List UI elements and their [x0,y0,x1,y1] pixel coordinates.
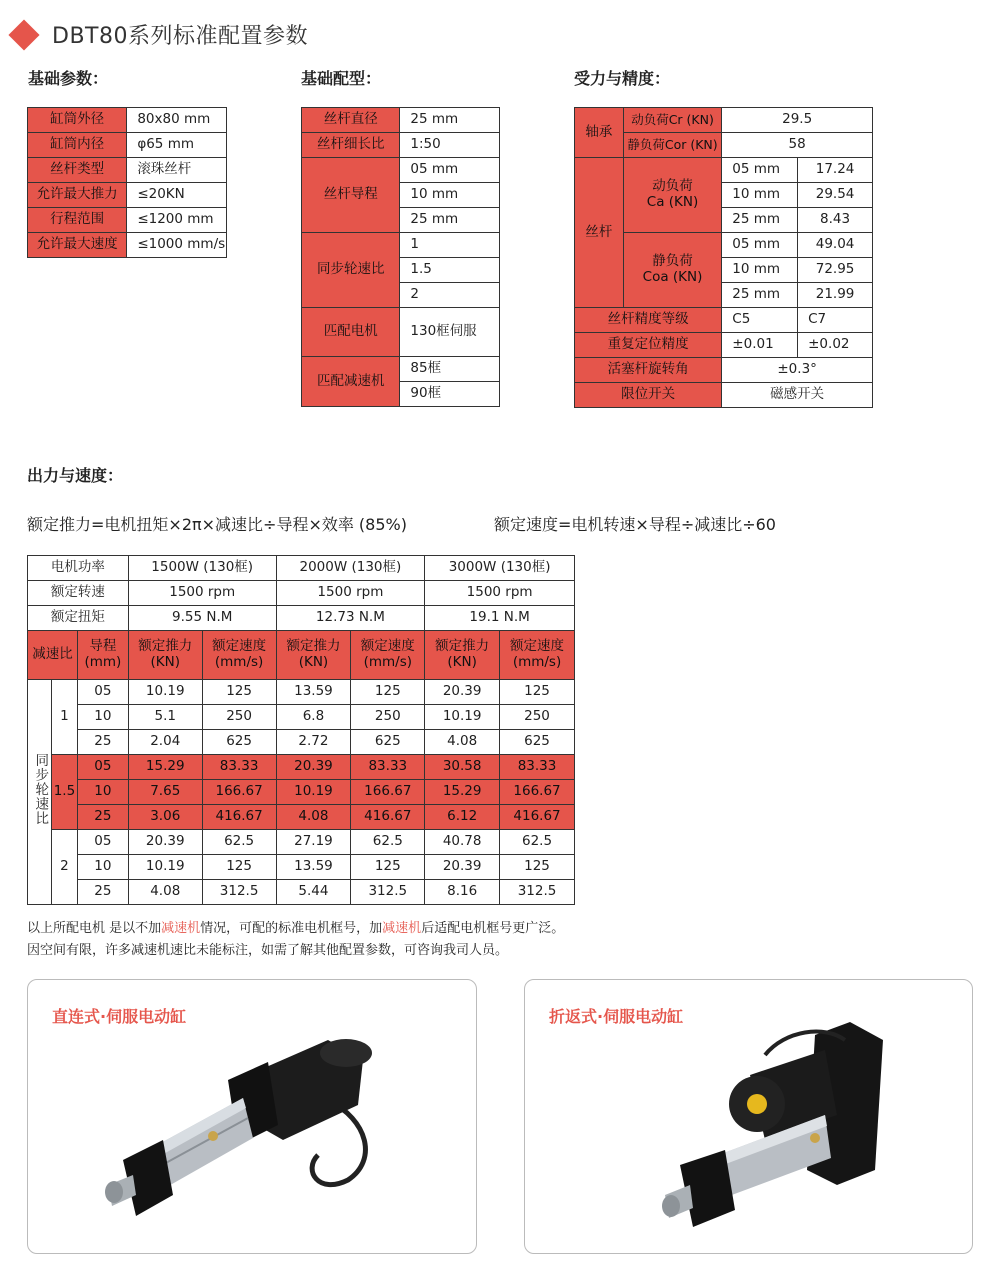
perf-data-row [28,705,575,730]
thrust-value: 4.08 [276,805,351,830]
speed-formula: 额定速度=电机转速×导程÷减速比÷60 [494,515,776,534]
thrust-value: 13.59 [276,680,351,705]
thrust-value: 27.19 [276,830,351,855]
screw-diameter-label: 丝杆直径 [302,108,400,133]
speed-value: 250 [202,705,276,730]
bearing-dynamic-value: 29.5 [722,108,873,133]
thrust-value: 20.39 [425,855,500,880]
motor-power-label: 电机功率 [28,556,129,581]
static-lead: 10 mm [722,258,798,283]
limit-switch-value: 磁感开关 [722,383,873,408]
basic-param-label: 允许最大推力 [28,183,127,208]
rated-speed-value: 1500 rpm [128,581,276,606]
thrust-value: 10.19 [276,780,351,805]
speed-value: 416.67 [202,805,276,830]
thrust-value: 3.06 [128,805,202,830]
basic-param-row [28,233,227,258]
thrust-col-label: 额定推力 (KN) [276,631,351,680]
thrust-col-label: 额定推力 (KN) [128,631,202,680]
thrust-value: 4.08 [425,730,500,755]
folded-type-card [524,979,973,1254]
folded-actuator-image [525,980,972,1253]
lead-value: 10 [77,855,128,880]
speed-value: 416.67 [500,805,575,830]
speed-value: 125 [500,855,575,880]
slenderness-value: 1:50 [400,133,500,158]
page-title: DBT80系列标准配置参数 [52,24,308,49]
thrust-col-label: 额定推力 (KN) [425,631,500,680]
motor-value: 130框伺服 [400,308,500,357]
perf-header-row [28,556,575,581]
dyn-lead: 05 mm [722,158,798,183]
reducer-label: 匹配减速机 [302,357,400,407]
ratio-label: 减速比 [28,631,78,680]
basic-config-table [301,107,500,407]
thrust-value: 2.72 [276,730,351,755]
perf-data-row [28,805,575,830]
perf-data-row [28,755,575,780]
screw-static-label: 静负荷 Coa (KN) [623,233,722,308]
sync-ratio-vertical-label [28,680,52,905]
perf-header-row [28,606,575,631]
basic-params-table [27,107,227,258]
rated-speed-value: 1500 rpm [276,581,425,606]
basic-param-row [28,108,227,133]
rated-speed-value: 1500 rpm [425,581,575,606]
bearing-static-value: 58 [722,133,873,158]
sync-ratio-value: 1.5 [400,258,500,283]
motor-power-value: 1500W (130框) [128,556,276,581]
speed-value: 125 [202,680,276,705]
thrust-value: 6.12 [425,805,500,830]
speed-value: 250 [500,705,575,730]
precision-grade-v2: C7 [798,308,873,333]
thrust-value: 4.08 [128,880,202,905]
thrust-value: 10.19 [128,680,202,705]
ratio-value: 2 [51,830,77,905]
perf-data-row [28,855,575,880]
lead-label: 丝杆导程 [302,158,400,233]
note-highlight: 减速机 [382,921,422,936]
rotation-angle-value: ±0.3° [722,358,873,383]
thrust-value: 20.39 [425,680,500,705]
speed-col-label: 额定速度 (mm/s) [351,631,425,680]
rated-torque-label: 额定扭矩 [28,606,129,631]
basic-param-label: 丝杆类型 [28,158,127,183]
output-speed-heading: 出力与速度： [27,466,124,485]
lead-value: 25 [77,805,128,830]
speed-value: 312.5 [202,880,276,905]
card-title: 直连式·伺服电动缸 [52,1007,187,1026]
speed-value: 416.67 [351,805,425,830]
speed-value: 62.5 [202,830,276,855]
speed-value: 166.67 [202,780,276,805]
lead-value: 05 [77,680,128,705]
basic-param-label: 缸筒内径 [28,133,127,158]
lead-value: 25 [77,730,128,755]
perf-data-row [28,780,575,805]
thrust-formula: 额定推力=电机扭矩×2π×减速比÷导程×效率 (85%) [27,515,407,534]
speed-value: 125 [500,680,575,705]
speed-value: 166.67 [500,780,575,805]
thrust-value: 15.29 [128,755,202,780]
lead-value: 10 [77,705,128,730]
perf-header-row [28,581,575,606]
screw-dynamic-label: 动负荷 Ca (KN) [623,158,722,233]
thrust-value: 15.29 [425,780,500,805]
thrust-value: 6.8 [276,705,351,730]
rotation-angle-label: 活塞杆旋转角 [575,358,722,383]
speed-value: 166.67 [351,780,425,805]
motor-label: 匹配电机 [302,308,400,357]
lead-value: 05 [77,830,128,855]
thrust-value: 7.65 [128,780,202,805]
dyn-lead: 25 mm [722,208,798,233]
repeat-precision-v2: ±0.02 [798,333,873,358]
speed-value: 312.5 [351,880,425,905]
dyn-value: 29.54 [798,183,873,208]
lead-value: 25 [77,880,128,905]
basic-param-row [28,158,227,183]
motor-power-value: 3000W (130框) [425,556,575,581]
static-value: 49.04 [798,233,873,258]
basic-param-value: φ65 mm [127,133,227,158]
note-highlight: 减速机 [161,921,201,936]
screw-diameter-value: 25 mm [400,108,500,133]
speed-value: 125 [202,855,276,880]
speed-value: 125 [351,855,425,880]
basic-param-label: 行程范围 [28,208,127,233]
speed-value: 125 [351,680,425,705]
speed-value: 312.5 [500,880,575,905]
basic-config-heading: 基础配型： [301,69,382,88]
thrust-value: 8.16 [425,880,500,905]
static-value: 72.95 [798,258,873,283]
speed-value: 625 [500,730,575,755]
speed-value: 625 [202,730,276,755]
note-text: 后适配电机框号更广泛。 [421,921,565,936]
bearing-static-label: 静负荷Cor (KN) [623,133,722,158]
bearing-label: 轴承 [575,108,624,158]
lead-value: 05 [77,755,128,780]
precision-grade-label: 丝杆精度等级 [575,308,722,333]
static-value: 21.99 [798,283,873,308]
basic-param-value: 滚珠丝杆 [127,158,227,183]
sync-ratio-label: 同步轮速比 [302,233,400,308]
sync-ratio-value: 2 [400,283,500,308]
dyn-value: 17.24 [798,158,873,183]
thrust-value: 5.1 [128,705,202,730]
perf-data-row [28,680,575,705]
basic-param-value: ≤20KN [127,183,227,208]
speed-value: 625 [351,730,425,755]
thrust-value: 10.19 [425,705,500,730]
basic-param-row [28,183,227,208]
static-lead: 05 mm [722,233,798,258]
rated-torque-value: 12.73 N.M [276,606,425,631]
sync-ratio-value: 1 [400,233,500,258]
lead-value: 05 mm [400,158,500,183]
sync-ratio-text: 同步轮速比 [32,753,49,826]
basic-param-value: ≤1000 mm/s [127,233,227,258]
rated-speed-label: 额定转速 [28,581,129,606]
perf-data-row [28,830,575,855]
ratio-value: 1.5 [51,755,77,830]
speed-col-label: 额定速度 (mm/s) [500,631,575,680]
card-title: 折返式·伺服电动缸 [549,1007,684,1026]
speed-value: 83.33 [202,755,276,780]
limit-switch-label: 限位开关 [575,383,722,408]
screw-label: 丝杆 [575,158,624,308]
speed-value: 83.33 [351,755,425,780]
note-line-1 [27,917,564,936]
thrust-value: 40.78 [425,830,500,855]
basic-param-label: 允许最大速度 [28,233,127,258]
basic-param-row [28,208,227,233]
ratio-value: 1 [51,680,77,755]
motor-power-value: 2000W (130框) [276,556,425,581]
lead-value: 25 mm [400,208,500,233]
reducer-value: 90框 [400,382,500,407]
thrust-value: 20.39 [276,755,351,780]
slenderness-label: 丝杆细长比 [302,133,400,158]
speed-value: 83.33 [500,755,575,780]
precision-grade-v1: C5 [722,308,798,333]
perf-column-header-row [28,631,575,680]
basic-param-row [28,133,227,158]
repeat-precision-v1: ±0.01 [722,333,798,358]
thrust-value: 5.44 [276,880,351,905]
perf-data-row [28,730,575,755]
lead-value: 10 [77,780,128,805]
speed-value: 250 [351,705,425,730]
reducer-value: 85框 [400,357,500,382]
basic-param-value: 80x80 mm [127,108,227,133]
repeat-precision-label: 重复定位精度 [575,333,722,358]
force-precision-heading: 受力与精度： [574,69,671,88]
thrust-value: 10.19 [128,855,202,880]
title-diamond-icon [8,19,39,50]
dyn-lead: 10 mm [722,183,798,208]
direct-actuator-image [28,980,476,1253]
basic-param-label: 缸筒外径 [28,108,127,133]
thrust-value: 13.59 [276,855,351,880]
direct-type-card [27,979,477,1254]
dyn-value: 8.43 [798,208,873,233]
force-precision-table [574,107,873,408]
lead-col-label: 导程 (mm) [77,631,128,680]
perf-data-row [28,880,575,905]
basic-params-heading: 基础参数： [28,69,109,88]
basic-param-value: ≤1200 mm [127,208,227,233]
thrust-value: 30.58 [425,755,500,780]
note-line-2: 因空间有限，许多减速机速比未能标注，如需了解其他配置参数，可咨询我司人员。 [27,943,509,958]
rated-torque-value: 9.55 N.M [128,606,276,631]
thrust-value: 2.04 [128,730,202,755]
speed-col-label: 额定速度 (mm/s) [202,631,276,680]
note-text: 以上所配电机 是以不加 [27,921,162,936]
lead-value: 10 mm [400,183,500,208]
speed-value: 62.5 [500,830,575,855]
performance-table [27,555,575,905]
bearing-dynamic-label: 动负荷Cr (KN) [623,108,722,133]
speed-value: 62.5 [351,830,425,855]
thrust-value: 20.39 [128,830,202,855]
static-lead: 25 mm [722,283,798,308]
rated-torque-value: 19.1 N.M [425,606,575,631]
note-text: 情况，可配的标准电机框号，加 [200,921,383,936]
